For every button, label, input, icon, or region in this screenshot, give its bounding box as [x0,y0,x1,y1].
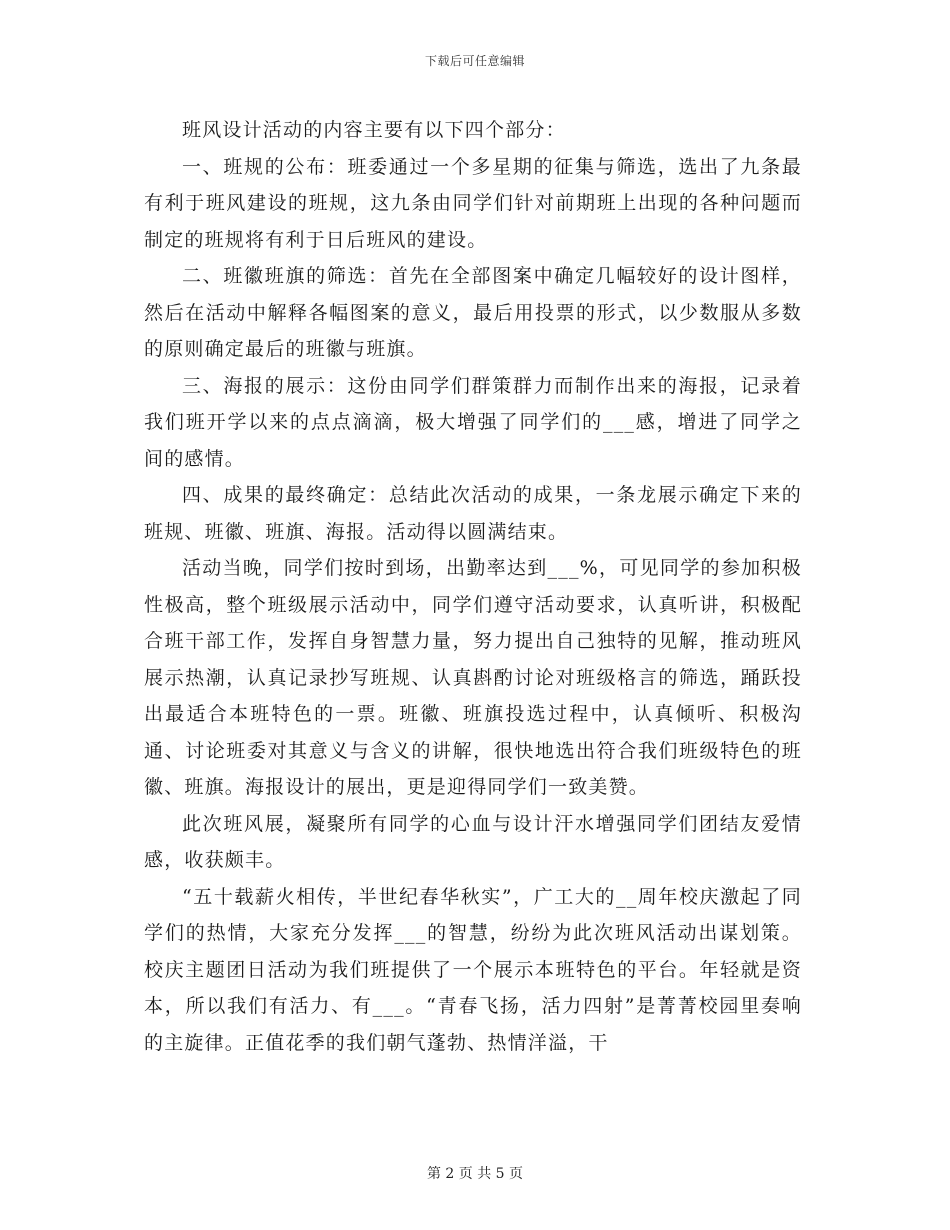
page-number: 第 2 页 共 5 页 [426,1166,524,1182]
paragraph-activity-night: 活动当晚，同学们按时到场，出勤率达到___%，可见同学的参加积极性极高，整个班级展示活动中，同学们遵守活动要求，认真听讲，积极配合班干部工作，发挥自身智慧力量，努力提出自己独特的见解，推动班风展示热潮，认真记录抄写班规、认真斟酌讨论对班级格言的筛选，踊跃投出最适合本班特色的一票。班徽、班旗投选过程中，认真倾听、积极沟通、讨论班委对其意义与含义的讲解，很快地选出符合我们班级特色的班徽、班旗。海报设计的展出，更是迎得同学们一致美赞。 [144,557,802,798]
paragraph-intro: 班风设计活动的内容主要有以下四个部分： [182,119,566,141]
paragraph-results: 四、成果的最终确定：总结此次活动的成果，一条龙展示确定下来的班规、班徽、班旗、海报。活动得以圆满结束。 [144,484,802,543]
page-header: 下载后可任意编辑 [424,54,525,68]
document-body [144,112,802,1061]
paragraph-poster: 三、海报的展示：这份由同学们群策群力而制作出来的海报，记录着我们班开学以来的点点滴滴，极大增强了同学们的___感，增进了同学之间的感情。 [144,374,802,470]
paragraph-badge-flag: 二、班徽班旗的筛选：首先在全部图案中确定几幅较好的设计图样，然后在活动中解释各幅图案的意义，最后用投票的形式，以少数服从多数的原则确定最后的班徽与班旗。 [144,265,802,360]
paragraph-class-rules: 一、班规的公布：班委通过一个多星期的征集与筛选，选出了九条最有利于班风建设的班规，这九条由同学们针对前期班上出现的各种问题而制定的班规将有利于日后班风的建设。 [144,155,802,251]
paragraph-anniversary: “五十载薪火相传，半世纪春华秋实”，广工大的__周年校庆激起了同学们的热情，大家充分发挥___的智慧，纷纷为此次班风活动出谋划策。校庆主题团日活动为我们班提供了一个展示本班特色的平台。年轻就是资本，所以我们有活力、有___。“青春飞扬，活力四射”是菁菁校园里奏响的主旋律。正值花季的我们朝气蓬勃、热情洋溢，干 [144,885,802,1054]
paragraph-summary: 此次班风展，凝聚所有同学的心血与设计汗水增强同学们团结友爱情感，收获颇丰。 [144,812,802,871]
